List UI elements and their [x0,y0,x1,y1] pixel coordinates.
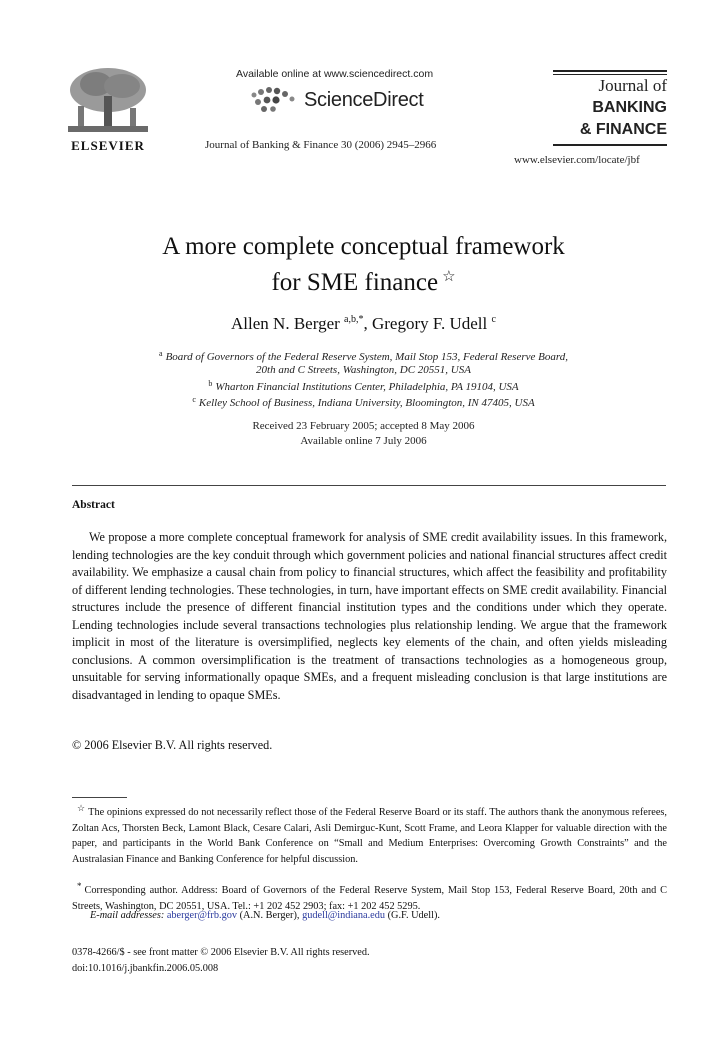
journal-logo-line-2: BANKING [592,99,667,116]
journal-logo-line-1: Journal of [598,76,667,95]
abstract-copyright: © 2006 Elsevier B.V. All rights reserved. [72,738,273,752]
journal-logo [553,70,667,148]
issn-line: 0378-4266/$ - see front matter © 2006 Elsevier B.V. All rights reserved. [72,947,370,958]
journal-logo-rule-bottom [553,144,667,146]
journal-logo-line-3: & FINANCE [579,121,667,138]
email-owner: (A.N. Berger), [237,910,303,921]
journal-logo-rule-top-thin [553,74,667,75]
author-name: Allen N. Berger [231,314,340,333]
title-footnote-star-icon[interactable]: ☆ [442,269,456,285]
title-line-2: for SME finance [271,269,439,296]
affiliation-mark: c [192,395,196,404]
journal-citation: Journal of Banking & Finance 30 (2006) 2945–2966 [205,139,437,151]
footnote-emails [90,910,440,921]
journal-url[interactable]: www.elsevier.com/locate/jbf [514,154,640,166]
affiliation-line [0,349,727,363]
sciencedirect-logo[interactable] [248,84,423,116]
abstract-heading: Abstract [72,499,115,511]
received-dates: Received 23 February 2005; accepted 8 May 2006 [252,420,475,432]
title-line-1: A more complete conceptual framework [162,233,565,260]
affiliation-line [0,395,727,409]
footnote-asterisk: * [77,881,82,891]
author-list [0,314,727,334]
affiliation-text: Board of Governors of the Federal Reserve System, Mail Stop 153, Federal Reserve Board, [165,351,568,363]
affiliation-text: 20th and C Streets, Washington, DC 20551, USA [256,364,471,376]
author-affiliation-marks[interactable]: c [491,314,496,325]
affiliation-line [0,364,727,376]
article-title [0,232,727,298]
affiliation-text: Wharton Financial Institutions Center, Philadelphia, PA 19104, USA [215,381,519,393]
footnote-acknowledgement [72,801,667,867]
author-name: Gregory F. Udell [371,314,488,333]
footnote-divider [72,797,127,798]
journal-header [0,0,727,170]
email-link[interactable]: gudell@indiana.edu [302,910,386,921]
email-link[interactable]: aberger@frb.gov [166,910,238,921]
abstract-divider-top [72,485,666,486]
elsevier-logo [62,66,154,156]
affiliation-line [0,379,727,393]
elsevier-tree-icon [66,66,150,136]
footnote-corresponding [72,879,667,914]
abstract-body: We propose a more complete conceptual framework for analysis of SME credit availability issues. In this framework, lending technologies are the key conduit through which government policies and national financial structures affect credit availability. We emphasize a causal chain from policy to financial structures, which affect the feasibility and profitability of different lending technologies. These technologies, in turn, have important effects on SME credit availability. Financial structures include the presence of different financial institution types and the conditions under which they operate. Lending technologies include several transactions technologies plus relationship lending. We argue that the framework implicit in most of the literature is oversimplified, neglects key elements of the chain, and often yields misleading conclusions. A common oversimplification is the treatment of transactions technologies as a homogeneous group, unsuitable for serving informationally opaque SMEs, and a frequent misleading conclusion is that large institutions are disadvantaged in lending to opaque SMEs. [72,530,667,702]
footnote-star-icon: ☆ [77,803,86,813]
author-affiliation-marks[interactable]: a,b,* [344,314,364,325]
footnote-text: Corresponding author. Address: Board of Governors of the Federal Reserve System, Mail Stop 153, Federal Reserve Board, 20th and C Streets, Washington, DC 20551, USA. Tel.: +1 202 452 2903; fax: +1 202 452 5295. [72,885,667,912]
journal-logo-rule-top [553,70,667,72]
doi-line[interactable]: doi:10.1016/j.jbankfin.2006.05.008 [72,962,219,974]
author-separator: , [363,314,372,333]
sciencedirect-dots-icon [248,85,298,115]
sciencedirect-wordmark: ScienceDirect [304,88,424,111]
front-matter [72,945,370,976]
email-owner: (G.F. Udell). [385,910,440,921]
email-label: E-mail addresses: [90,910,165,921]
online-date: Available online 7 July 2006 [300,435,427,447]
footnote-text: The opinions expressed do not necessarily reflect those of the Federal Reserve Board or its staff. The authors thank the anonymous referees, Zoltan Acs, Thorsten Beck, Lamont Black, Cesare Calari, Asli Demirguc-Kunt, Scott Frame, and Leora Klapper for valuable direction with the paper, and participants in the World Bank Conference on “Small and Medium Enterprises: Overcoming Growth Constraints” and the Australasian Finance and Banking Conference for helpful discussion. [72,807,667,865]
affiliation-mark: a [159,349,163,358]
affiliation-mark: b [208,379,213,388]
available-online-text[interactable]: Available online at www.sciencedirect.com [236,68,434,80]
affiliation-text: Kelley School of Business, Indiana University, Bloomington, IN 47405, USA [198,397,535,409]
publisher-name: ELSEVIER [71,138,145,153]
